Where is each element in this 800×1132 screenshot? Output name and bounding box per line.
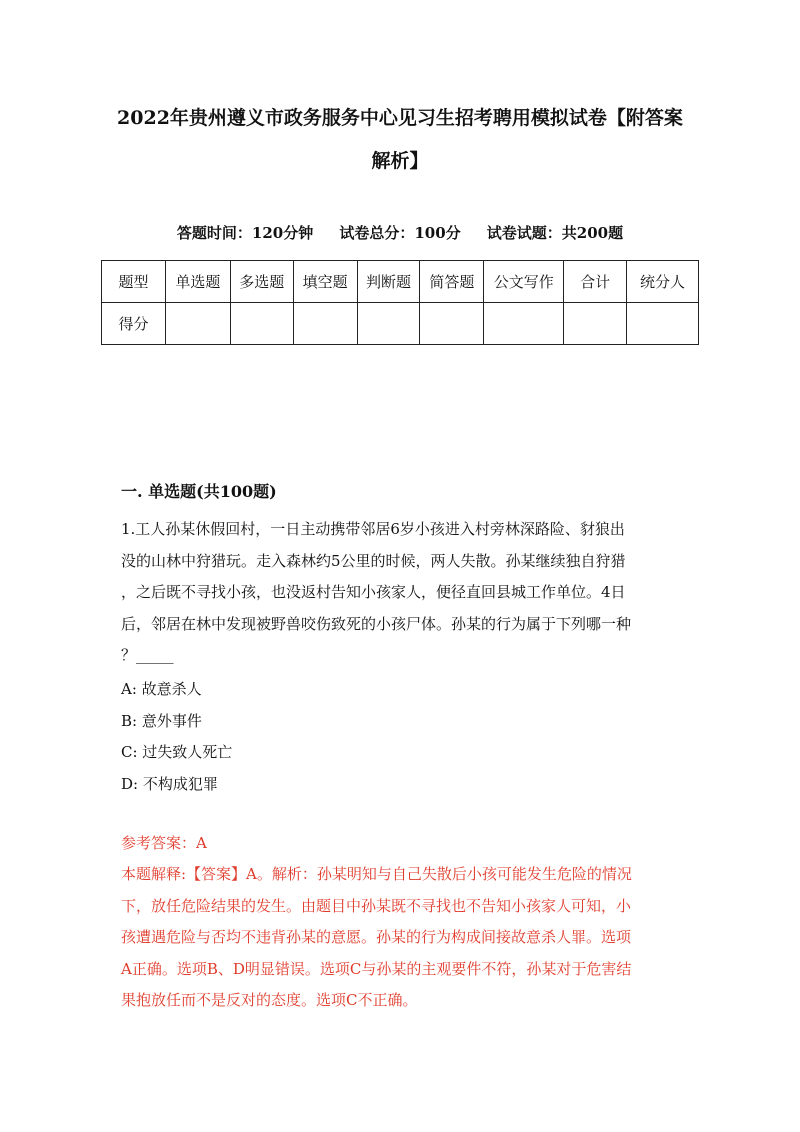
explanation-line: 下，放任危险结果的发生。由题目中孙某既不寻找也不告知小孩家人可知，小 bbox=[121, 896, 632, 915]
score-cell bbox=[293, 303, 357, 345]
score-header-cell: 判断题 bbox=[357, 261, 420, 303]
explanation-line: 果抱放任而不是反对的态度。选项C不正确。 bbox=[121, 991, 418, 1009]
score-table bbox=[101, 260, 699, 345]
score-header-cell: 填空题 bbox=[293, 261, 357, 303]
explanation-line: A正确。选项B、D明显错误。选项C与孙某的主观要件不符，孙某对于危害结 bbox=[121, 959, 632, 978]
score-cell bbox=[627, 303, 699, 345]
document-title-line1: 2022年贵州遵义市政务服务中心见习生招考聘用模拟试卷【附答案 bbox=[117, 107, 683, 129]
question-line: 后，邻居在林中发现被野兽咬伤致死的小孩尸体。孙某的行为属于下列哪一种 bbox=[121, 614, 632, 633]
score-header-cell: 单选题 bbox=[165, 261, 230, 303]
score-cell bbox=[230, 303, 293, 345]
question-line: 1.工人孙某休假回村，一日主动携带邻居6岁小孩进入村旁林深路险、豺狼出 bbox=[121, 520, 625, 538]
score-header-cell: 公文写作 bbox=[484, 261, 564, 303]
score-cell bbox=[420, 303, 484, 345]
score-table-header-row bbox=[102, 261, 699, 303]
score-header-cell: 统分人 bbox=[627, 261, 699, 303]
score-row-label: 得分 bbox=[102, 303, 166, 345]
score-cell bbox=[484, 303, 564, 345]
document-title-line2: 解析】 bbox=[371, 150, 429, 172]
score-header-cell: 多选题 bbox=[230, 261, 293, 303]
answer-explanation bbox=[121, 859, 687, 1017]
score-cell bbox=[357, 303, 420, 345]
question-line: ？_____ bbox=[121, 646, 174, 664]
exam-info: 答题时间：120分钟 试卷总分：100分 试卷试题：共200题 bbox=[176, 224, 624, 242]
score-cell bbox=[165, 303, 230, 345]
question-options bbox=[121, 674, 232, 800]
option-a: A: 故意杀人 bbox=[121, 680, 202, 698]
explanation-line: 本题解释:【答案】A。解析：孙某明知与自己失散后小孩可能发生危险的情况 bbox=[121, 865, 632, 883]
question-line: ，之后既不寻找小孩，也没返村告知小孩家人，便径直回县城工作单位。4日 bbox=[121, 583, 626, 601]
reference-answer: 参考答案：A bbox=[121, 834, 207, 852]
option-b: B: 意外事件 bbox=[121, 711, 202, 730]
score-cell bbox=[564, 303, 627, 345]
section-heading: 一. 单选题(共100题) bbox=[121, 482, 277, 501]
question-stem bbox=[121, 514, 681, 672]
score-header-cell: 简答题 bbox=[420, 261, 484, 303]
score-header-cell: 题型 bbox=[102, 261, 166, 303]
explanation-line: 孩遭遇危险与否均不违背孙某的意愿。孙某的行为构成间接故意杀人罪。选项 bbox=[121, 928, 632, 946]
score-header-cell: 合计 bbox=[564, 261, 627, 303]
option-d: D: 不构成犯罪 bbox=[121, 774, 218, 793]
question-line: 没的山林中狩猎玩。走入森林约5公里的时候，两人失散。孙某继续独自狩猎 bbox=[121, 551, 626, 570]
score-table-score-row bbox=[102, 303, 699, 345]
option-c: C: 过失致人死亡 bbox=[121, 743, 233, 761]
